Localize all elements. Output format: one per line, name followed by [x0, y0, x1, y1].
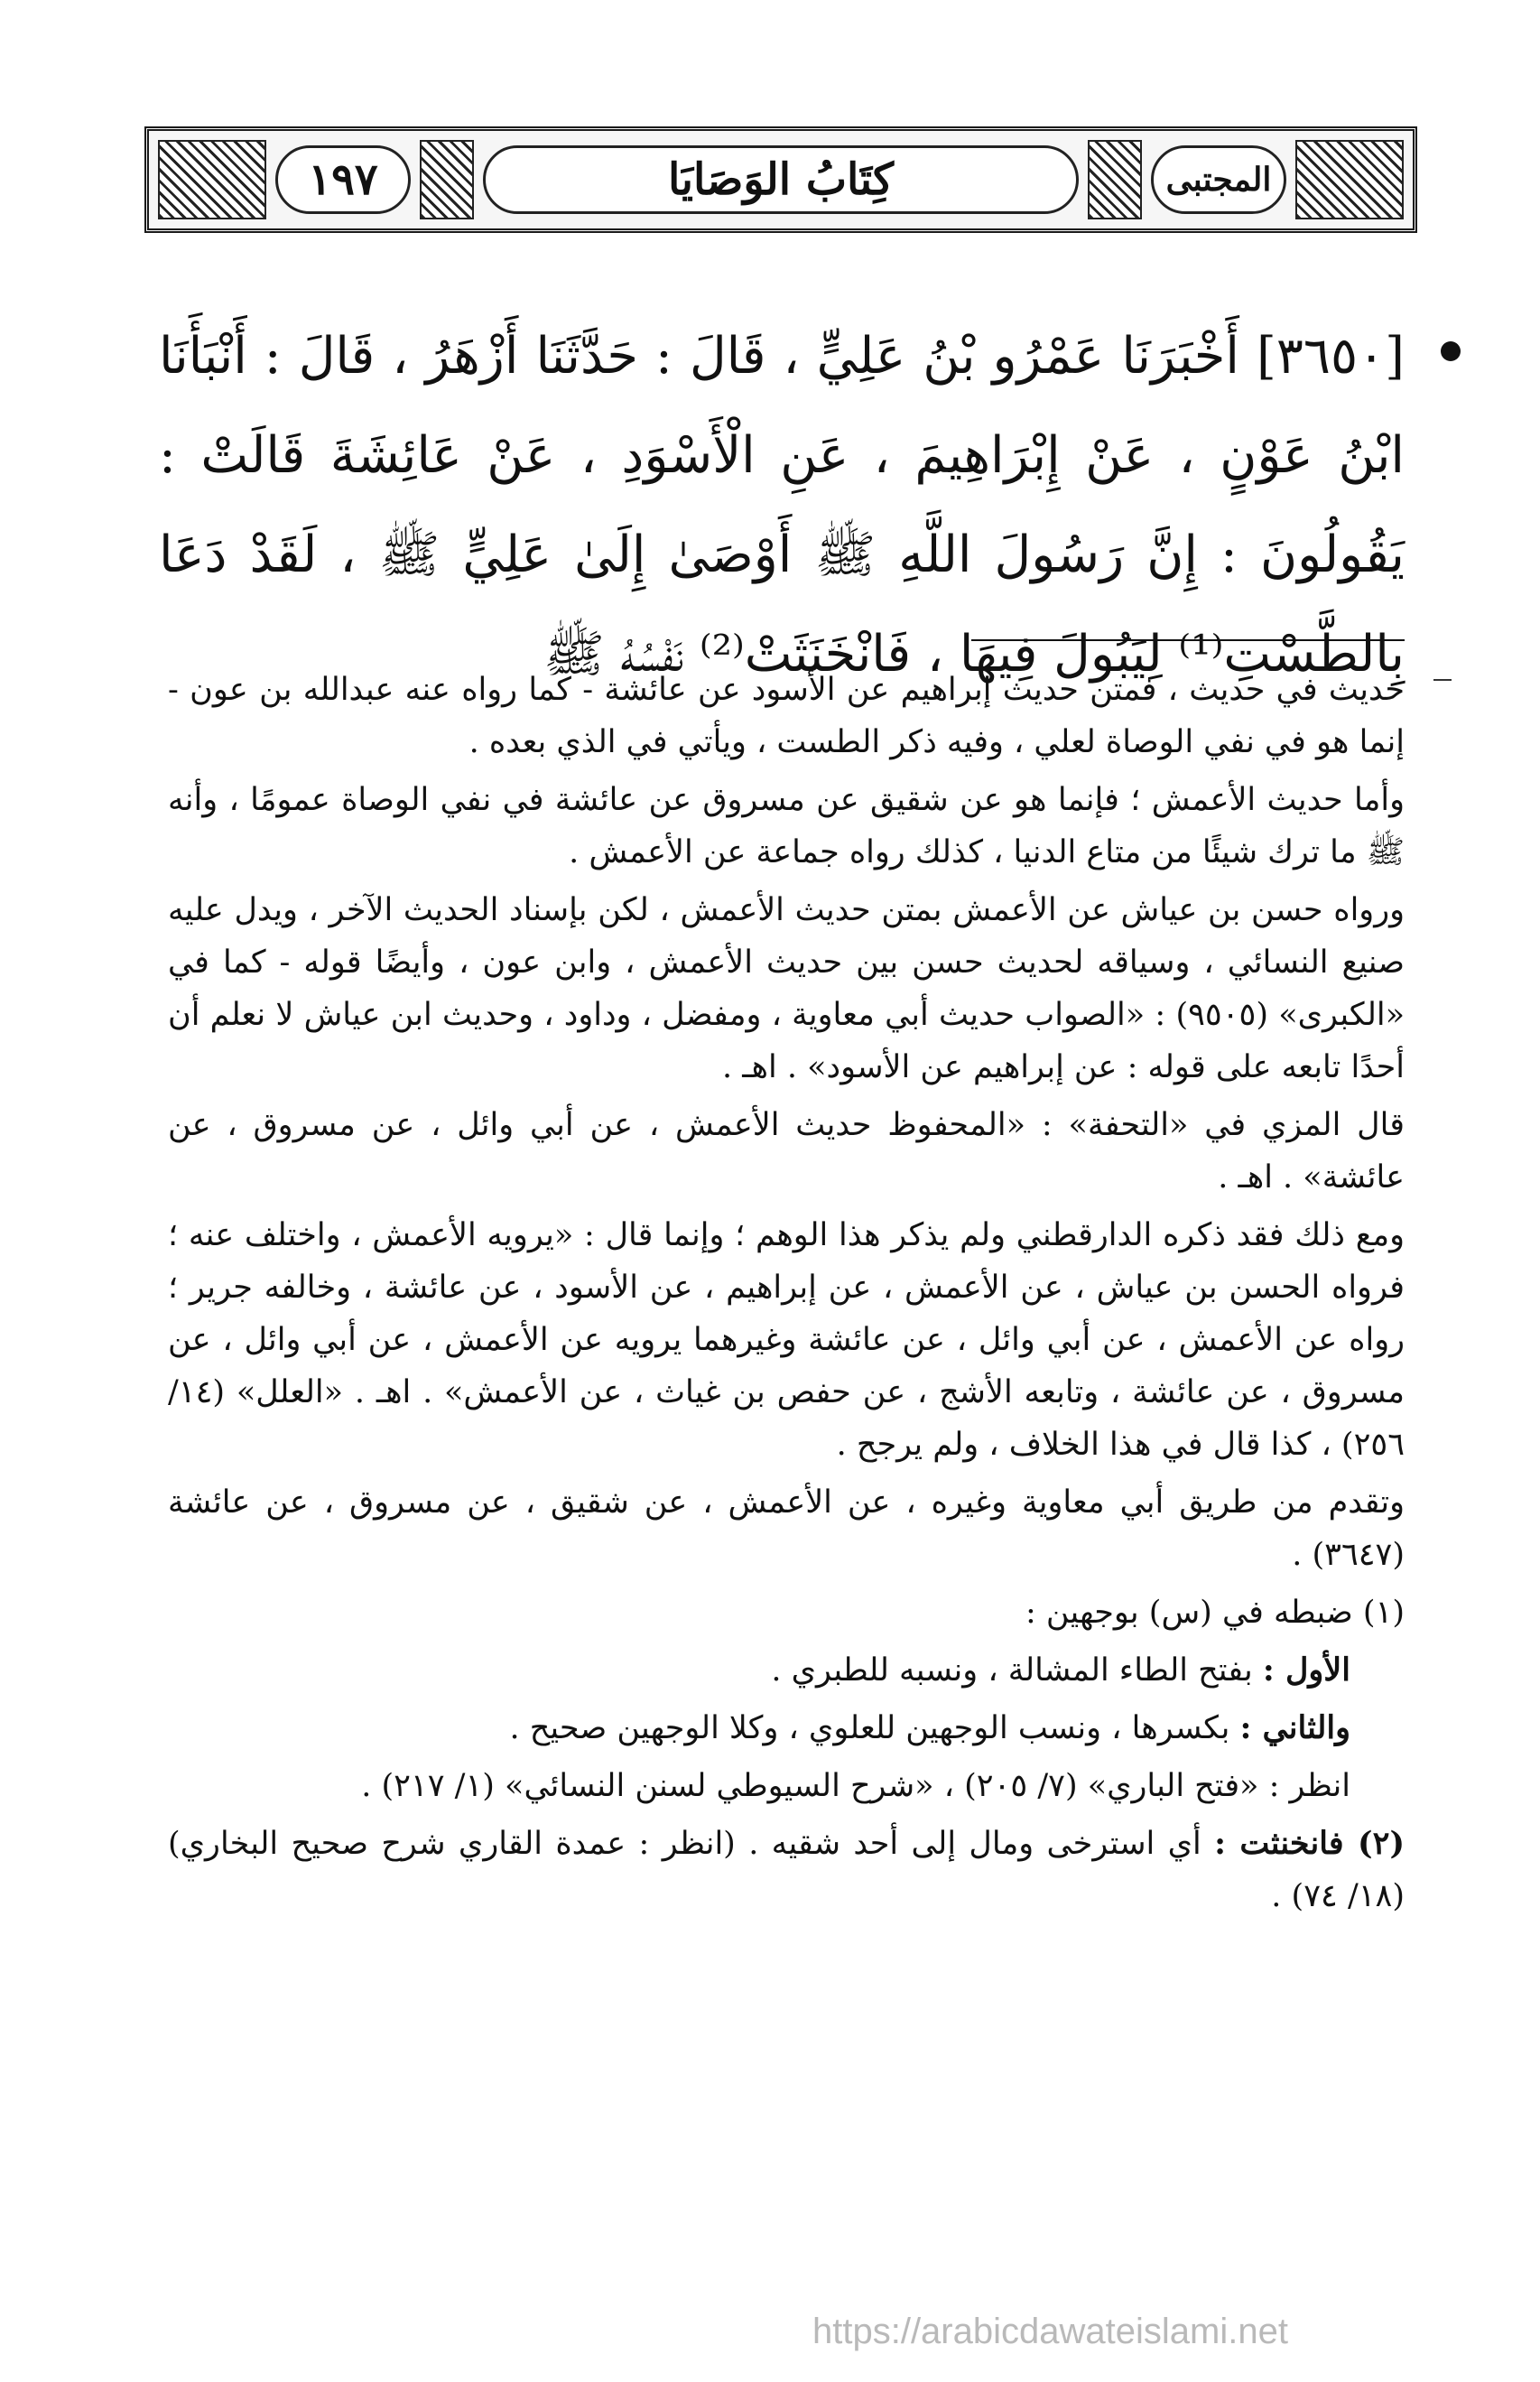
ornament-left — [158, 140, 266, 219]
note1-second-label: والثاني : — [1239, 1709, 1350, 1746]
ornament-left-inner — [420, 140, 474, 219]
book-logo: المجتبى — [1151, 145, 1286, 214]
note1-second — [168, 1702, 1405, 1754]
footnote-paragraph: ورواه حسن بن عياش عن الأعمش بمتن حديث الأعمش ، لكن بإسناد الحديث الآخر ، ويدل عليه صنيع النسائي ، وسياقه لحديث حسن بين حديث الأعمش ، وابن عون ، وأيضًا قوله - كما في «الكبرى» (٩٥٠٥) : «الصواب حديث أبي معاوية ، ومفضل ، وداود ، وحديث ابن عياش لا نعلم أن أحدًا تابعه على قوله : عن إبراهيم عن الأسود» . اهـ . — [168, 892, 1405, 1085]
footnote-paragraph: ومع ذلك فقد ذكره الدارقطني ولم يذكر هذا الوهم ؛ وإنما قال : «يرويه الأعمش ، واختلف عنه ؛ فرواه الحسن بن عياش ، عن الأعمش ، عن إبراهيم ، عن الأسود ، عن عائشة ، وخالفه جرير ؛ رواه عن الأعمش ، عن أبي وائل ، عن عائشة وغيرهما يرويه عن الأعمش ، عن أبي وائل ، عن مسروق ، عن عائشة ، وتابعه الأشج ، عن حفص بن غياث ، عن الأعمش» . اهـ . «العلل» (١٤/ ٢٥٦) ، كذا قال في هذا الخلاف ، ولم يرجح . — [168, 1217, 1405, 1463]
watermark: https://arabicdawateislami.net — [812, 2312, 1288, 2351]
note1-first-text: بفتح الطاء المشالة ، ونسبه للطبري . — [771, 1652, 1263, 1689]
ornament-right — [1295, 140, 1404, 219]
note1-intro: (١) ضبطه في (س) بوجهين : — [1025, 1595, 1405, 1631]
note2-text: أي استرخى ومال إلى أحد شقيه . (انظر : عمدة القاري شرح صحيح البخاري) (١٨/ ٧٤) . — [168, 1826, 1405, 1914]
note2 — [168, 1818, 1405, 1922]
footnote-paragraph: وأما حديث الأعمش ؛ فإنما هو عن شقيق عن مسروق عن عائشة في نفي الوصاة عمومًا ، وأنه ﷺ ما ترك شيئًا من متاع الدنيا ، كذلك رواه جماعة عن الأعمش . — [168, 782, 1405, 870]
note2-label: (٢) فانخنثت : — [1214, 1825, 1405, 1862]
note1-first-label: الأول : — [1262, 1652, 1350, 1689]
page-number: ١٩٧ — [275, 145, 411, 214]
footnote-paragraph: حديث في حديث ، فمتن حديث إبراهيم عن الأسود عن عائشة - كما رواه عنه عبدالله بن عون - إنما هو في نفي الوصاة لعلي ، وفيه ذكر الطست ، ويأتي في الذي بعده . — [168, 672, 1405, 760]
footnote-paragraph: قال المزي في «التحفة» : «المحفوظ حديث الأعمش ، عن أبي وائل ، عن مسروق ، عن عائشة» . اهـ . — [168, 1107, 1405, 1196]
page-header — [144, 126, 1417, 233]
footnote-separator — [971, 639, 1405, 641]
note1-second-text: بكسرها ، ونسب الوجهين للعلوي ، وكلا الوجهين صحيح . — [509, 1710, 1240, 1746]
footnote-paragraph: وتقدم من طريق أبي معاوية وغيره ، عن الأعمش ، عن شقيق ، عن مسروق ، عن عائشة (٣٦٤٧) . — [168, 1484, 1405, 1573]
hadith-block — [159, 307, 1405, 704]
ornament-right-inner — [1088, 140, 1142, 219]
note1-reference: انظر : «فتح الباري» (٧/ ٢٠٥) ، «شرح السيوطي لسنن النسائي» (١/ ٢١٧) . — [361, 1768, 1350, 1804]
footnotes — [168, 664, 1405, 1928]
note1-first — [168, 1644, 1405, 1697]
bullet-marker — [1441, 341, 1461, 361]
continuation-dash — [1433, 679, 1452, 681]
hadith-text: [٣٦٥٠] أَخْبَرَنَا عَمْرُو بْنُ عَلِيٍّ ، قَالَ : حَدَّثَنَا أَزْهَرُ ، قَالَ : أَنْبَأَنَا ابْنُ عَوْنٍ ، عَنْ إِبْرَاهِيمَ ، عَنِ الْأَسْوَدِ ، عَنْ عَائِشَةَ قَالَتْ : يَقُولُونَ : إِنَّ رَسُولَ اللَّهِ ﷺ أَوْصَىٰ إِلَىٰ عَلِيٍّ ﷺ ، لَقَدْ دَعَا بِالطَّسْتِ⁽¹⁾ لِيَبُولَ فِيهَا ، فَانْخَنَثَتْ⁽²⁾ نَفْسُهُ ﷺ — [159, 327, 1405, 684]
book-title: كِتَابُ الوَصَايَا — [483, 145, 1079, 214]
